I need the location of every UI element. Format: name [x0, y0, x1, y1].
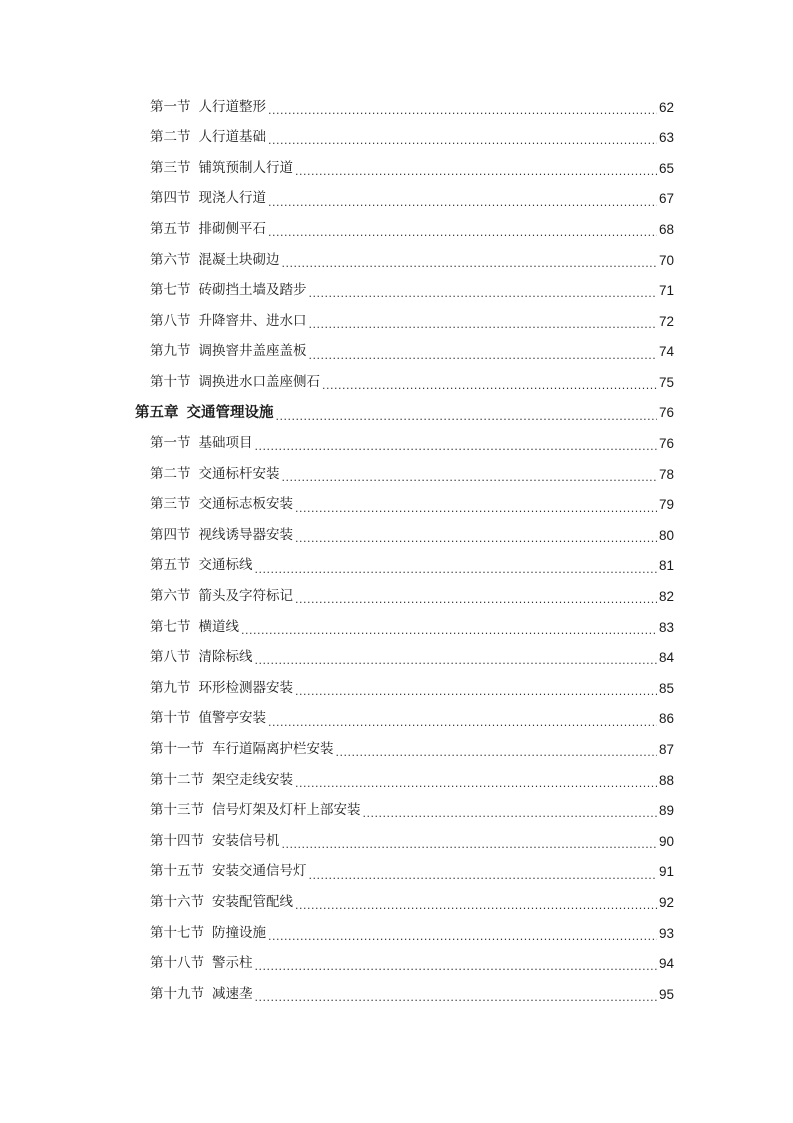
toc-entry-title: 混凝土块砌边 [198, 251, 280, 268]
toc-page-number: 90 [658, 833, 674, 849]
toc-entry-number: 第一节 [150, 98, 191, 115]
toc-entry-number: 第八节 [150, 312, 191, 329]
toc-page-number: 94 [658, 956, 674, 972]
toc-entry-label [150, 924, 266, 941]
toc-entry-label [150, 559, 253, 573]
toc-entry-title: 交通管理设施 [186, 404, 274, 421]
toc-entry-title: 箭头及字符标记 [198, 588, 293, 605]
toc-leader-dots [282, 472, 657, 483]
toc-page-number: 71 [658, 283, 674, 299]
toc-entry-number: 第四节 [150, 526, 191, 543]
toc-leader-dots [295, 533, 657, 544]
toc-section-entry[interactable] [0, 490, 674, 521]
toc-section-entry[interactable] [0, 887, 674, 918]
toc-section-entry[interactable] [0, 92, 674, 123]
toc-leader-dots [255, 564, 657, 575]
toc-page-number: 62 [658, 99, 674, 115]
toc-page-number: 79 [658, 497, 674, 513]
toc-entry-title: 人行道整形 [198, 98, 266, 115]
toc-leader-dots [255, 441, 657, 452]
toc-entry-label [150, 220, 266, 237]
toc-entry-number: 第三节 [150, 496, 191, 513]
toc-entry-label [150, 98, 266, 115]
toc-page-number: 89 [658, 803, 674, 819]
toc-entry-number: 第五节 [150, 557, 191, 574]
toc-entry-title: 值警亭安装 [198, 710, 266, 727]
toc-section-entry[interactable] [0, 551, 674, 582]
toc-section-entry[interactable] [0, 704, 674, 735]
toc-leader-dots [241, 625, 657, 636]
toc-section-entry[interactable] [0, 245, 674, 276]
toc-entry-number: 第八节 [150, 649, 191, 666]
toc-section-entry[interactable] [0, 123, 674, 154]
toc-entry-title: 环形检测器安装 [198, 679, 293, 696]
toc-leader-dots [268, 135, 657, 146]
toc-entry-number: 第三节 [150, 159, 191, 176]
toc-entry-number: 第十二节 [150, 771, 204, 788]
toc-entry-label [150, 865, 307, 879]
toc-entry-number: 第十七节 [150, 924, 204, 941]
toc-section-entry[interactable] [0, 796, 674, 827]
toc-leader-dots [336, 747, 657, 758]
toc-entry-number: 第十节 [150, 373, 191, 390]
toc-section-entry[interactable] [0, 949, 674, 980]
toc-page-number: 87 [658, 742, 674, 758]
toc-entry-label [150, 832, 280, 849]
toc-section-entry[interactable] [0, 306, 674, 337]
toc-leader-dots [309, 319, 657, 330]
toc-entry-label [150, 312, 307, 329]
toc-entry-label [150, 618, 239, 635]
toc-entry-title: 架空走线安装 [212, 771, 293, 788]
toc-page-number: 80 [658, 527, 674, 543]
toc-entry-label [150, 985, 253, 1002]
toc-section-entry[interactable] [0, 367, 674, 398]
toc-section-entry[interactable] [0, 918, 674, 949]
toc-entry-title: 交通标杆安装 [198, 465, 280, 482]
toc-page-number: 74 [658, 344, 674, 360]
toc-entry-label [150, 437, 253, 451]
toc-page-number: 75 [658, 374, 674, 390]
toc-leader-dots [295, 503, 657, 514]
toc-leader-dots [322, 380, 657, 391]
toc-page-number: 86 [658, 711, 674, 727]
toc-chapter-entry[interactable] [0, 398, 674, 429]
toc-entry-label [150, 712, 266, 726]
toc-leader-dots [309, 288, 657, 299]
toc-leader-dots [309, 350, 657, 361]
toc-leader-dots [276, 411, 657, 422]
toc-page-number: 65 [658, 160, 674, 176]
toc-entry-label [150, 345, 307, 359]
toc-entry-number: 第五章 [135, 404, 179, 421]
toc-section-entry[interactable] [0, 429, 674, 460]
toc-entry-number: 第一节 [150, 435, 191, 452]
toc-entry-title: 防撞设施 [212, 924, 266, 941]
toc-entry-title: 安装交通信号灯 [212, 863, 307, 880]
toc-page-number: 72 [658, 313, 674, 329]
table-of-contents [0, 92, 793, 1010]
toc-entry-title: 铺筑预制人行道 [198, 159, 293, 176]
toc-entry-title: 清除标线 [198, 649, 253, 666]
toc-leader-dots [268, 197, 657, 208]
toc-section-entry[interactable] [0, 214, 674, 245]
toc-section-entry[interactable] [0, 459, 674, 490]
toc-entry-number: 第二节 [150, 465, 191, 482]
toc-section-entry[interactable] [0, 643, 674, 674]
toc-entry-title: 视线诱导器安装 [198, 526, 293, 543]
toc-entry-number: 第十三节 [150, 802, 204, 819]
toc-entry-label [150, 373, 320, 390]
toc-section-entry[interactable] [0, 153, 674, 184]
toc-entry-title: 车行道隔离护栏安装 [212, 741, 334, 758]
toc-entry-label [150, 465, 280, 482]
toc-section-entry[interactable] [0, 826, 674, 857]
toc-entry-number: 第九节 [150, 679, 191, 696]
toc-entry-label [150, 651, 253, 665]
toc-section-entry[interactable] [0, 979, 674, 1010]
toc-entry-title: 排砌侧平石 [198, 220, 266, 237]
toc-page-number: 83 [658, 619, 674, 635]
toc-leader-dots [282, 839, 657, 850]
toc-entry-number: 第五节 [150, 220, 191, 237]
toc-entry-label [150, 159, 293, 176]
toc-entry-label [150, 251, 280, 268]
toc-page-number: 91 [658, 864, 674, 880]
toc-entry-number: 第七节 [150, 282, 191, 299]
toc-section-entry[interactable] [0, 520, 674, 551]
toc-entry-title: 警示柱 [212, 955, 253, 972]
toc-entry-title: 升降窨井、进水口 [198, 312, 307, 329]
toc-entry-label [150, 771, 293, 788]
toc-entry-number: 第十五节 [150, 863, 204, 880]
toc-entry-number: 第十八节 [150, 955, 204, 972]
toc-section-entry[interactable] [0, 582, 674, 613]
toc-entry-number: 第九节 [150, 343, 191, 360]
toc-leader-dots [282, 258, 657, 269]
toc-leader-dots [295, 594, 657, 605]
toc-entry-label [150, 498, 293, 512]
toc-entry-number: 第十四节 [150, 832, 204, 849]
toc-section-entry[interactable] [0, 765, 674, 796]
toc-leader-dots [295, 166, 657, 177]
toc-leader-dots [255, 992, 657, 1003]
toc-leader-dots [295, 900, 657, 911]
toc-entry-title: 基础项目 [198, 435, 253, 452]
toc-entry-label [150, 192, 266, 206]
toc-entry-number: 第六节 [150, 251, 191, 268]
toc-leader-dots [268, 931, 657, 942]
toc-entry-label [150, 743, 334, 757]
toc-leader-dots [268, 105, 657, 116]
toc-entry-title: 安装配管配线 [212, 893, 293, 910]
toc-section-entry[interactable] [0, 673, 674, 704]
toc-entry-number: 第十节 [150, 710, 191, 727]
toc-entry-label [150, 284, 307, 298]
toc-entry-title: 砖砌挡土墙及踏步 [198, 282, 307, 299]
toc-section-entry[interactable] [0, 276, 674, 307]
toc-page-number: 78 [658, 466, 674, 482]
toc-leader-dots [255, 655, 657, 666]
toc-section-entry[interactable] [0, 734, 674, 765]
toc-leader-dots [309, 870, 657, 881]
toc-entry-number: 第十九节 [150, 985, 204, 1002]
toc-entry-number: 第二节 [150, 129, 191, 146]
toc-entry-number: 第六节 [150, 588, 191, 605]
toc-entry-title: 交通标线 [198, 557, 253, 574]
toc-section-entry[interactable] [0, 612, 674, 643]
toc-entry-number: 第四节 [150, 190, 191, 207]
toc-page-number: 88 [658, 772, 674, 788]
toc-page-number: 84 [658, 650, 674, 666]
toc-leader-dots [268, 227, 657, 238]
toc-page-number: 70 [658, 252, 674, 268]
toc-entry-title: 交通标志板安装 [198, 496, 293, 513]
toc-entry-label [150, 526, 293, 543]
toc-entry-label [150, 679, 293, 696]
toc-entry-title: 人行道基础 [198, 129, 266, 146]
toc-entry-number: 第七节 [150, 618, 191, 635]
toc-entry-title: 信号灯架及灯杆上部安装 [212, 802, 361, 819]
toc-page-number: 85 [658, 680, 674, 696]
toc-page-number: 76 [658, 436, 674, 452]
toc-page-number: 67 [658, 191, 674, 207]
toc-page-number: 63 [658, 130, 674, 146]
toc-entry-label [150, 893, 293, 910]
toc-entry-label [135, 406, 274, 421]
toc-page-number: 92 [658, 894, 674, 910]
toc-leader-dots [295, 778, 657, 789]
toc-section-entry[interactable] [0, 857, 674, 888]
toc-leader-dots [255, 961, 657, 972]
toc-page-number: 93 [658, 925, 674, 941]
toc-entry-title: 调换进水口盖座侧石 [198, 373, 320, 390]
toc-section-entry[interactable] [0, 337, 674, 368]
toc-entry-number: 第十六节 [150, 893, 204, 910]
toc-entry-title: 现浇人行道 [198, 190, 266, 207]
toc-entry-title: 安装信号机 [212, 832, 280, 849]
toc-page-number: 95 [658, 986, 674, 1002]
toc-entry-label [150, 131, 266, 145]
toc-page-number: 81 [658, 558, 674, 574]
toc-section-entry[interactable] [0, 184, 674, 215]
toc-leader-dots [295, 686, 657, 697]
toc-page-number: 68 [658, 221, 674, 237]
toc-entry-label [150, 590, 293, 604]
toc-entry-number: 第十一节 [150, 741, 204, 758]
toc-page-number: 76 [658, 405, 674, 421]
toc-entry-label [150, 804, 361, 818]
toc-leader-dots [363, 808, 657, 819]
toc-entry-title: 减速垄 [212, 985, 253, 1002]
toc-entry-title: 调换窨井盖座盖板 [198, 343, 307, 360]
toc-page-number: 82 [658, 589, 674, 605]
toc-entry-title: 横道线 [198, 618, 239, 635]
toc-entry-label [150, 957, 253, 971]
toc-leader-dots [268, 717, 657, 728]
